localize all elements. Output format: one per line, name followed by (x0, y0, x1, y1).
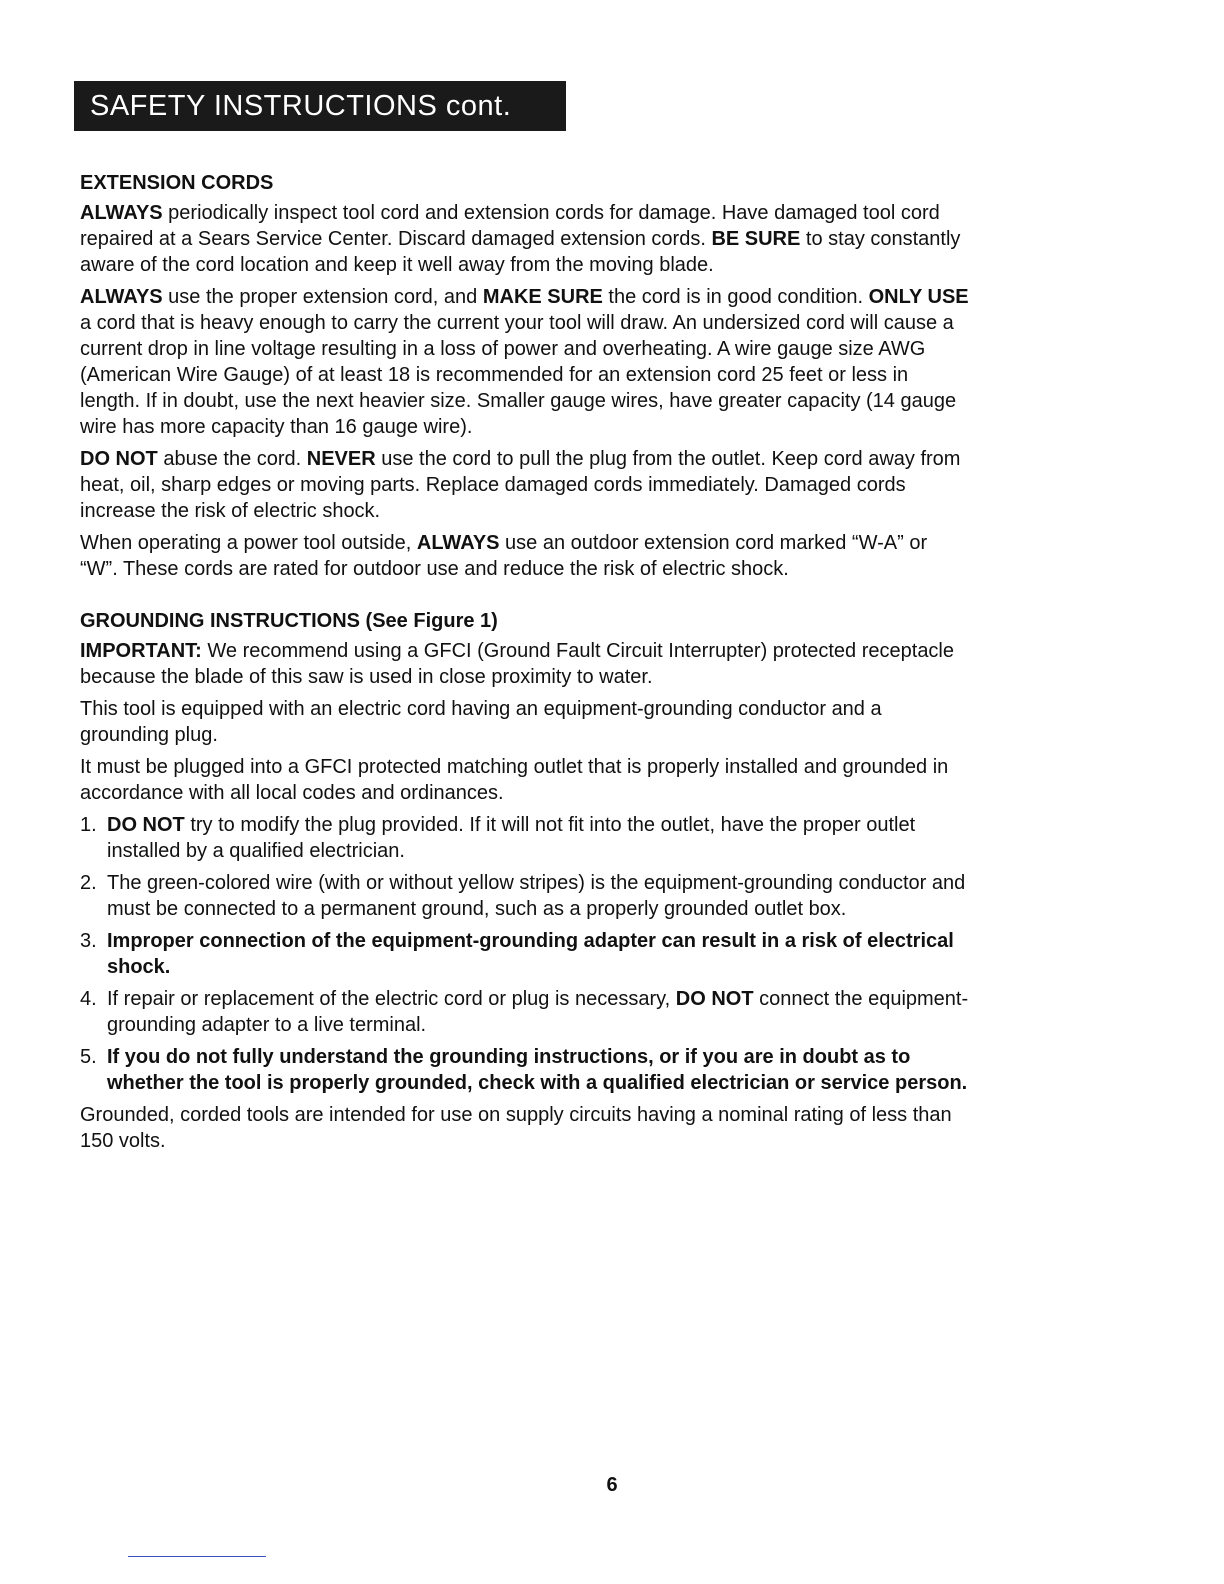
list-item: 2. The green-colored wire (with or without yellow stripes) is the equipment-grounding conductor and must be connected to a permanent ground, such as a properly grounded outlet box. (80, 872, 966, 920)
grounding-paragraph-1: IMPORTANT: We recommend using a GFCI (Ground Fault Circuit Interrupter) protected receptacle because the blade of this saw is used in close proximity to water. (80, 640, 955, 688)
grounding-paragraph-3: It must be plugged into a GFCI protected matching outlet that is properly installed and grounded in accordance with all local codes and ordinances. (80, 756, 949, 804)
list-item: 4. If repair or replacement of the electric cord or plug is necessary, DO NOT connect the equipment-grounding adapter to a live terminal. (80, 988, 969, 1036)
list-item: 3. Improper connection of the equipment-grounding adapter can result in a risk of electrical shock. (80, 930, 954, 978)
extension-paragraph-4: When operating a power tool outside, ALWAYS use an outdoor extension cord marked “W-A” or “W”. These cords are rated for outdoor use and reduce the risk of electric shock. (80, 532, 928, 580)
list-item: 5. If you do not fully understand the grounding instructions, or if you are in doubt as to whether the tool is properly grounded, check with a qualified electrician or service person. (80, 1046, 968, 1094)
grounding-list (80, 812, 970, 1096)
page-number: 6 (606, 1474, 618, 1496)
footer-divider (128, 1556, 266, 1557)
extension-paragraph-2: ALWAYS use the proper extension cord, and MAKE SURE the cord is in good condition. ONLY USE a cord that is heavy enough to carry the current your tool will draw. An undersized cord will cause a current drop in line voltage resulting in a loss of power and overheating. A wire gauge size AWG (American Wire Gauge) of at least 18 is recommended for an extension cord 25 feet or less in length. If in doubt, use the next heavier size. Smaller gauge wires, have greater capacity (14 gauge wire has more capacity than 16 gauge wire). (80, 286, 969, 438)
section-banner: SAFETY INSTRUCTIONS cont. (74, 81, 566, 131)
grounding-heading: GROUNDING INSTRUCTIONS (See Figure 1) (80, 610, 498, 632)
extension-paragraph-3: DO NOT abuse the cord. NEVER use the cord to pull the plug from the outlet. Keep cord away from heat, oil, sharp edges or moving parts. Replace damaged cords immediately. Damaged cords increase the risk of electric shock. (80, 448, 961, 522)
page-content (80, 170, 970, 1160)
list-item: 1. DO NOT try to modify the plug provided. If it will not fit into the outlet, have the proper outlet installed by a qualified electrician. (80, 814, 916, 862)
grounding-paragraph-2: This tool is equipped with an electric cord having an equipment-grounding conductor and a grounding plug. (80, 698, 882, 746)
grounding-closing: Grounded, corded tools are intended for use on supply circuits having a nominal rating of less than 150 volts. (80, 1104, 952, 1152)
extension-paragraph-1: ALWAYS periodically inspect tool cord and extension cords for damage. Have damaged tool cord repaired at a Sears Service Center. Discard damaged extension cords. BE SURE to stay constantly aware of the cord location and keep it well away from the moving blade. (80, 202, 961, 276)
extension-cords-heading: EXTENSION CORDS (80, 172, 274, 194)
